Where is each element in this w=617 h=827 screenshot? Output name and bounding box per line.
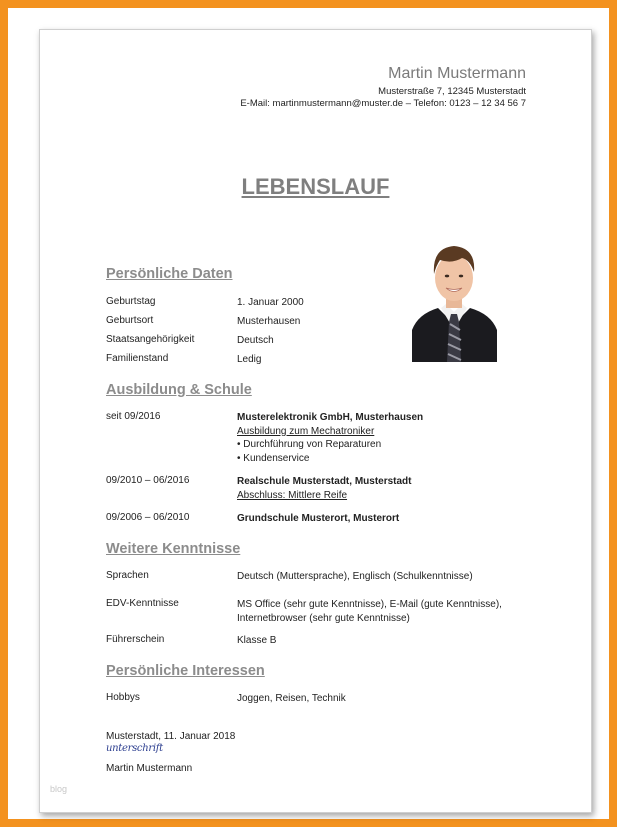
skills-value-license: Klasse B xyxy=(237,635,277,646)
watermark: blog xyxy=(50,784,68,794)
skills-value-it-line2: Internetbrowser (sehr gute Kenntnisse) xyxy=(237,612,410,624)
personal-label-nationality: Staatsangehörigkeit xyxy=(106,334,195,345)
education-entry xyxy=(237,512,399,526)
skills-value-it xyxy=(237,598,502,625)
header-contact: E-Mail: martinmustermann@muster.de – Telefon: 0123 – 12 34 56 7 xyxy=(240,98,526,109)
education-detail: Abschluss: Mittlere Reife xyxy=(237,489,348,501)
header-name: Martin Mustermann xyxy=(388,65,526,82)
personal-label-birthday: Geburtstag xyxy=(106,296,156,307)
signature: unterschrift xyxy=(106,743,163,754)
personal-value-marital: Ledig xyxy=(237,354,262,365)
interests-label-hobbies: Hobbys xyxy=(106,692,140,703)
personal-label-marital: Familienstand xyxy=(106,353,169,364)
footer-name: Martin Mustermann xyxy=(106,763,193,774)
section-heading-personal: Persönliche Daten xyxy=(106,266,233,282)
skills-value-it-line1: MS Office (sehr gute Kenntnisse), E-Mail (gute Kenntnisse), xyxy=(237,599,502,610)
education-entry xyxy=(237,475,412,502)
personal-value-birthplace: Musterhausen xyxy=(237,316,301,327)
skills-label-languages: Sprachen xyxy=(106,570,149,581)
education-period: 09/2010 – 06/2016 xyxy=(106,475,190,486)
skills-value-languages: Deutsch (Muttersprache), Englisch (Schulkenntnisse) xyxy=(237,571,473,582)
section-heading-education: Ausbildung & Schule xyxy=(106,382,252,398)
header-address: Musterstraße 7, 12345 Musterstadt xyxy=(378,86,526,97)
education-institution: Realschule Musterstadt, Musterstadt xyxy=(237,476,412,487)
education-detail: Ausbildung zum Mechatroniker xyxy=(237,425,375,437)
education-period: seit 09/2016 xyxy=(106,411,161,422)
education-bullet: • Kundenservice xyxy=(237,452,310,464)
personal-label-birthplace: Geburtsort xyxy=(106,315,154,326)
orange-frame xyxy=(8,8,609,819)
education-bullet: • Durchführung von Reparaturen xyxy=(237,439,382,450)
personal-value-nationality: Deutsch xyxy=(237,335,274,346)
page-title: LEBENSLAUF xyxy=(241,174,390,199)
place-date: Musterstadt, 11. Januar 2018 xyxy=(106,731,236,742)
education-period: 09/2006 – 06/2010 xyxy=(106,512,190,523)
section-heading-skills: Weitere Kenntnisse xyxy=(106,541,241,557)
education-institution: Grundschule Musterort, Musterort xyxy=(237,513,400,524)
interests-value-hobbies: Joggen, Reisen, Technik xyxy=(237,693,346,704)
skills-label-license: Führerschein xyxy=(106,634,165,645)
skills-label-it: EDV-Kenntnisse xyxy=(106,598,179,609)
profile-photo xyxy=(412,238,497,362)
education-institution: Musterelektronik GmbH, Musterhausen xyxy=(237,412,424,423)
section-heading-interests: Persönliche Interessen xyxy=(106,663,265,679)
personal-value-birthday: 1. Januar 2000 xyxy=(237,297,304,308)
education-entry xyxy=(237,411,423,465)
cv-page xyxy=(39,29,592,813)
